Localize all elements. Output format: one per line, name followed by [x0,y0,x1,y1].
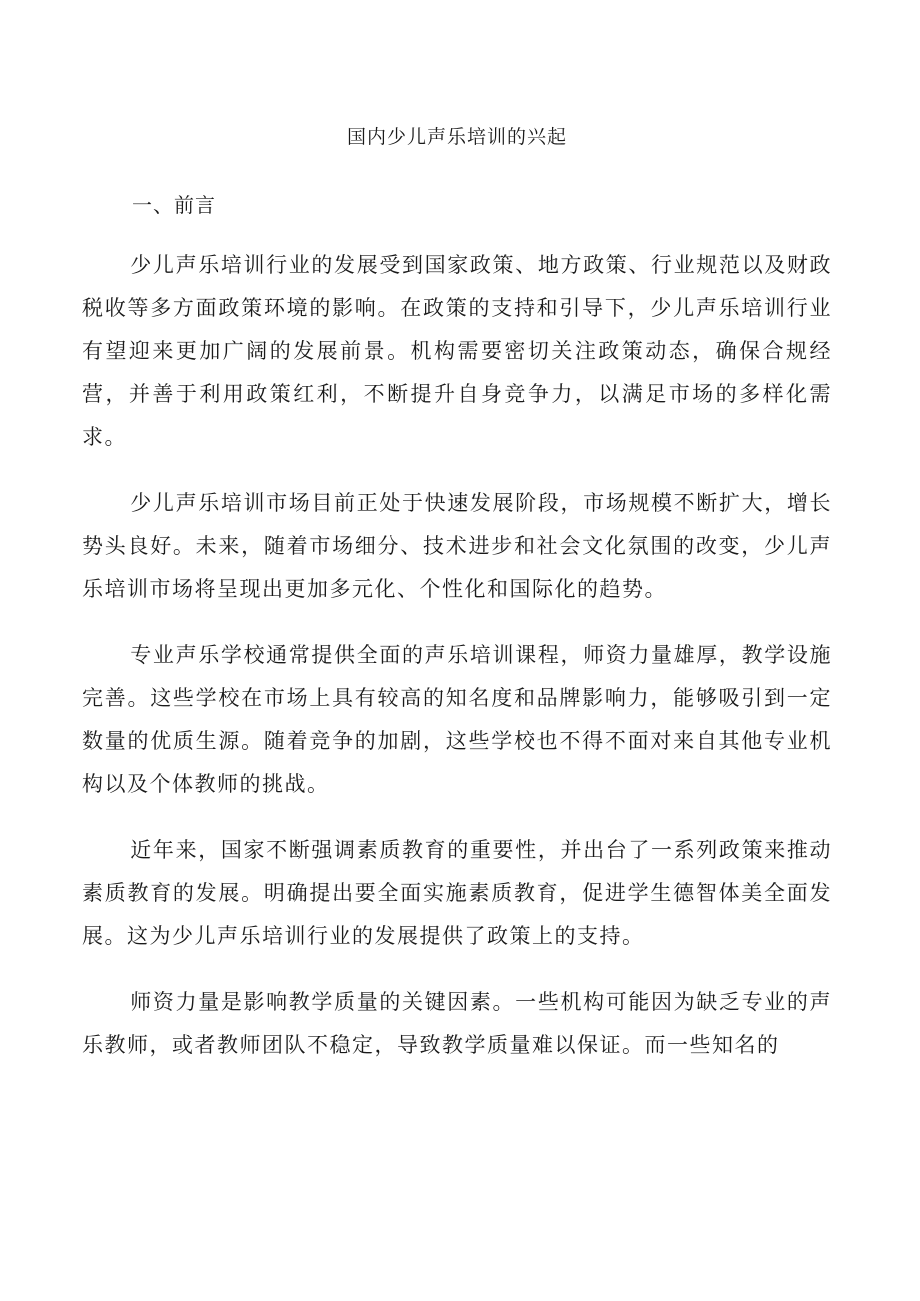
paragraph-2: 少儿声乐培训市场目前正处于快速发展阶段，市场规模不断扩大，增长势头良好。未来，随着市场细分、技术进步和社会文化氛围的改变，少儿声乐培训市场将呈现出更加多元化、个性化和国际化的趋势。 [82,491,832,601]
paragraph-3: 专业声乐学校通常提供全面的声乐培训课程，师资力量雄厚，教学设施完善。这些学校在市场上具有较高的知名度和品牌影响力，能够吸引到一定数量的优质生源。随着竞争的加剧，这些学校也不得不面对来自其他专业机构以及个体教师的挑战。 [82,643,832,796]
paragraph-4: 近年来，国家不断强调素质教育的重要性，并出台了一系列政策来推动素质教育的发展。明确提出要全面实施素质教育，促进学生德智体美全面发展。这为少儿声乐培训行业的发展提供了政策上的支持。 [82,838,832,948]
paragraph-1: 少儿声乐培训行业的发展受到国家政策、地方政策、行业规范以及财政税收等多方面政策环境的影响。在政策的支持和引导下，少儿声乐培训行业有望迎来更加广阔的发展前景。机构需要密切关注政策动态，确保合规经营，并善于利用政策红利，不断提升自身竞争力，以满足市场的多样化需求。 [82,253,832,449]
document-title: 国内少儿声乐培训的兴起 [346,126,567,148]
section-heading-preface: 一、前言 [132,193,216,217]
paragraph-5: 师资力量是影响教学质量的关键因素。一些机构可能因为缺乏专业的声乐教师，或者教师团队不稳定，导致教学质量难以保证。而一些知名的 [82,990,832,1057]
